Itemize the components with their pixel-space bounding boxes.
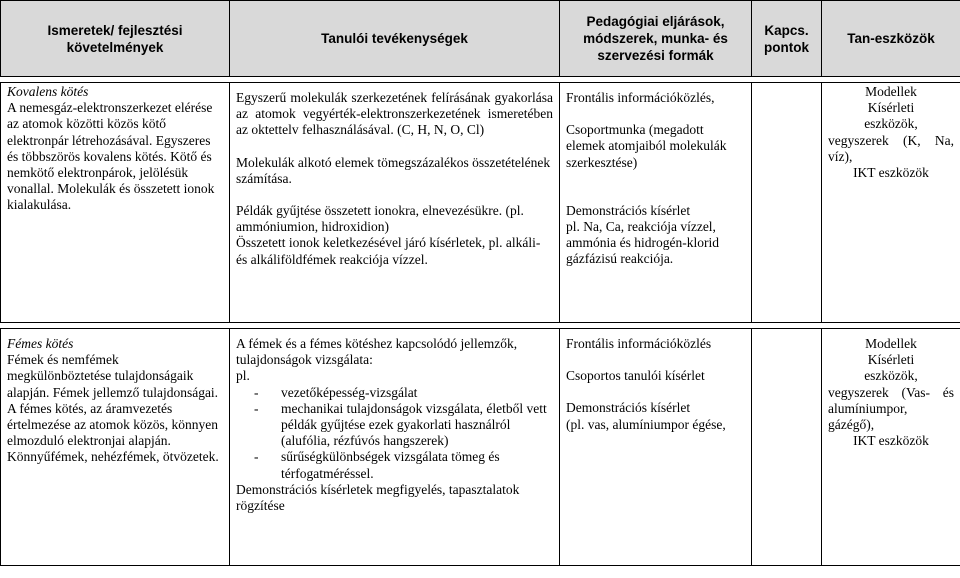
method-text: pl. Na, Ca, reakciója vízzel, ammónia és hidrogén-klorid gázfázisú reakciója. xyxy=(566,219,719,267)
activity-text: Egyszerű molekulák szerkezetének felírásának gyakorlása az atomok vegyérték-elektronszerkezetének ismeretében az oktettelv felhasználásával. (C, H, N, O, Cl) xyxy=(236,90,553,138)
methods-cell xyxy=(560,329,752,566)
activity-text: Molekulák alkotó elemek tömegszázalékos összetételének számítása. xyxy=(236,154,551,186)
header-connection-points: Kapcs. pontok xyxy=(752,1,822,77)
topic-title: Kovalens kötés xyxy=(7,84,89,99)
tool-text: Modellek xyxy=(865,84,917,99)
list-item: - vezetőképesség-vizsgálat xyxy=(236,385,553,401)
header-methods: Pedagógiai eljárások, módszerek, munka- és szervezési formák xyxy=(560,1,752,77)
connection-cell xyxy=(752,83,822,323)
knowledge-cell xyxy=(1,329,230,566)
topic-description: A nemesgáz-elektronszerkezet elérése az atomok közötti közös kötő elektronpár létrehozásával. Egyszeres és többszörös kovalens kötés. Kötő és nemkötő elektronpárok, jelölésük vonallal. Molekulák és összetett ionok kialakulása. xyxy=(7,100,215,213)
activity-text: Összetett ionok keletkezésével járó kísérletek, pl. alkáli- és alkáliföldfémek reakciója vízzel. xyxy=(236,235,541,267)
activity-list xyxy=(236,385,553,482)
knowledge-cell xyxy=(1,83,230,323)
topic-description: Fémek és nemfémek megkülönböztetése tulajdonságaik alapján. Fémek jellemző tulajdonságai. A fémes kötés, az áramvezetés értelmezése az atomok közös, könnyen elmozduló elektronjai alapján. Könnyűfémek, nehézfémek, ötvözetek. xyxy=(7,352,219,465)
list-item: - sűrűségkülönbségek vizsgálata tömeg és térfogatméréssel. xyxy=(236,449,553,481)
activity-text: Példák gyűjtése összetett ionokra, elnevezésükre. (pl. ammóniumion, hidroxidion) xyxy=(236,203,524,235)
activity-text: Demonstrációs kísérletek megfigyelés, tapasztalatok rögzítése xyxy=(236,481,520,514)
tool-text: IKT eszközök xyxy=(853,433,929,449)
list-item: - mechanikai tulajdonságok vizsgálata, életből vett példák gyűjtése ezek gyakorlati használról (alufólia, rézfúvós hangszerek) xyxy=(236,401,553,450)
tool-text: vegyszerek (K, Na, víz), xyxy=(828,132,954,164)
tools-cell xyxy=(822,329,960,566)
method-text: Demonstrációs kísérlet xyxy=(566,202,691,218)
method-text: (pl. vas, alumíniumpor égése, xyxy=(566,416,726,432)
method-text: Frontális információközlés, xyxy=(566,90,715,105)
header-tools: Tan-eszközök xyxy=(822,1,960,77)
tool-text: eszközök, xyxy=(864,116,918,132)
method-text: Demonstrációs kísérlet xyxy=(566,400,691,416)
tool-text: Kísérleti xyxy=(867,100,915,116)
tools-cell xyxy=(822,83,960,323)
header-student-activities: Tanulói tevékenységek xyxy=(230,1,560,77)
tool-text: eszközök, xyxy=(864,368,918,384)
table-row xyxy=(1,329,960,566)
topic-title: Fémes kötés xyxy=(7,336,74,351)
activity-text: A fémek és a fémes kötéshez kapcsolódó jellemzők, tulajdonságok vizsgálata: xyxy=(236,336,518,368)
activities-cell xyxy=(230,329,560,566)
tool-text: Modellek xyxy=(865,336,917,351)
header-row xyxy=(1,1,960,77)
method-text: Csoportmunka (megadott elemek atomjaiból molekulák szerkesztése) xyxy=(566,122,727,170)
header-knowledge: Ismeretek/ fejlesztési követelmények xyxy=(1,1,230,77)
activities-cell xyxy=(230,83,560,323)
tool-text: Kísérleti xyxy=(867,352,915,368)
method-text: Csoportos tanulói kísérlet xyxy=(566,368,705,384)
methods-cell xyxy=(560,83,752,323)
tool-text: IKT eszközök xyxy=(853,165,929,181)
activity-text: pl. xyxy=(236,368,250,384)
method-text: Frontális információközlés xyxy=(566,336,712,351)
tool-text: vegyszerek (Vas- és alumíniumpor, gázégő), xyxy=(828,384,954,433)
connection-cell xyxy=(752,329,822,566)
table-row xyxy=(1,83,960,323)
